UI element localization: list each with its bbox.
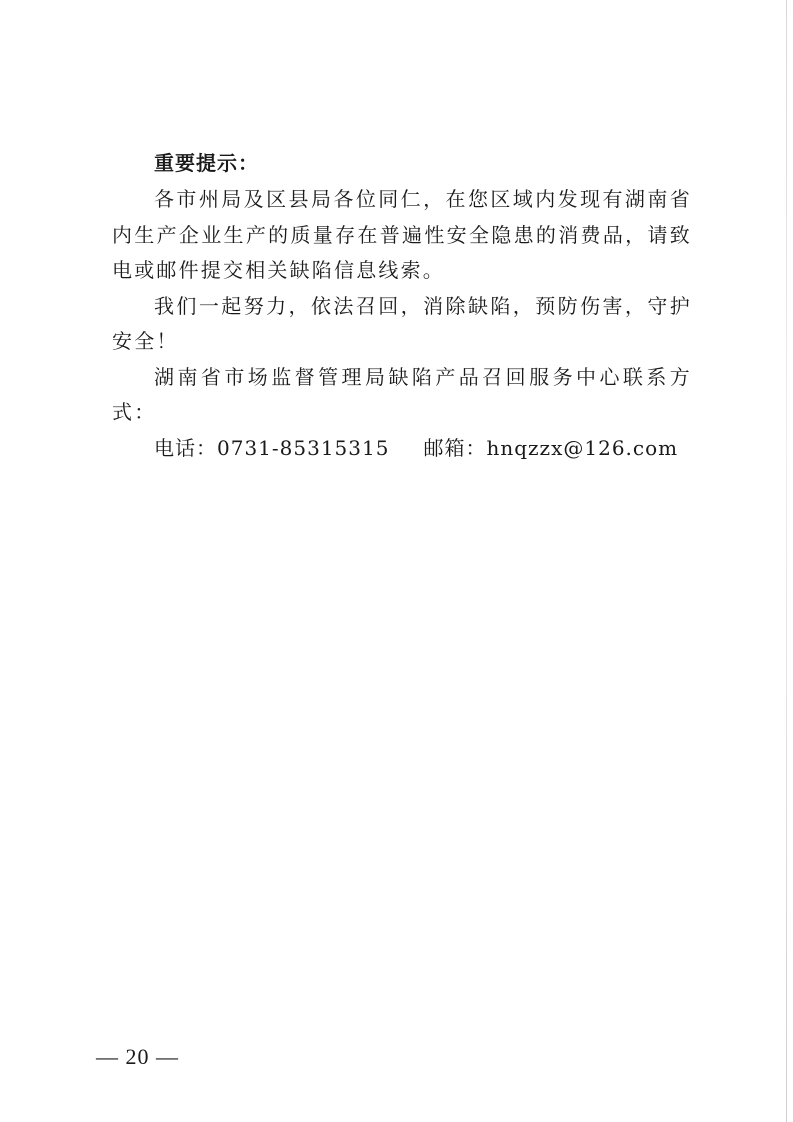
page-number: — 20 —	[96, 1044, 179, 1069]
notice-paragraph-slogan: 我们一起努力，依法召回，消除缺陷，预防伤害，守护安全！	[112, 293, 692, 353]
phone-label: 电话：	[154, 435, 217, 460]
contact-line	[154, 431, 692, 467]
email-address: hnqzzx@126.com	[486, 435, 679, 460]
notice-heading: 重要提示：	[154, 151, 259, 175]
email-label: 邮箱：	[423, 435, 487, 460]
notice-paragraph-request: 各市州局及区县局各位同仁，在您区域内发现有湖南省内生产企业生产的质量存在普遍性安全隐患的消费品，请致电或邮件提交相关缺陷信息线索。	[112, 187, 692, 282]
notice-paragraph-contact-intro: 湖南省市场监督管理局缺陷产品召回服务中心联系方式：	[112, 364, 692, 424]
notice-section	[112, 148, 692, 466]
email-block	[423, 436, 678, 460]
phone-number: 0731-85315315	[217, 435, 390, 460]
scan-edge	[786, 0, 787, 1122]
